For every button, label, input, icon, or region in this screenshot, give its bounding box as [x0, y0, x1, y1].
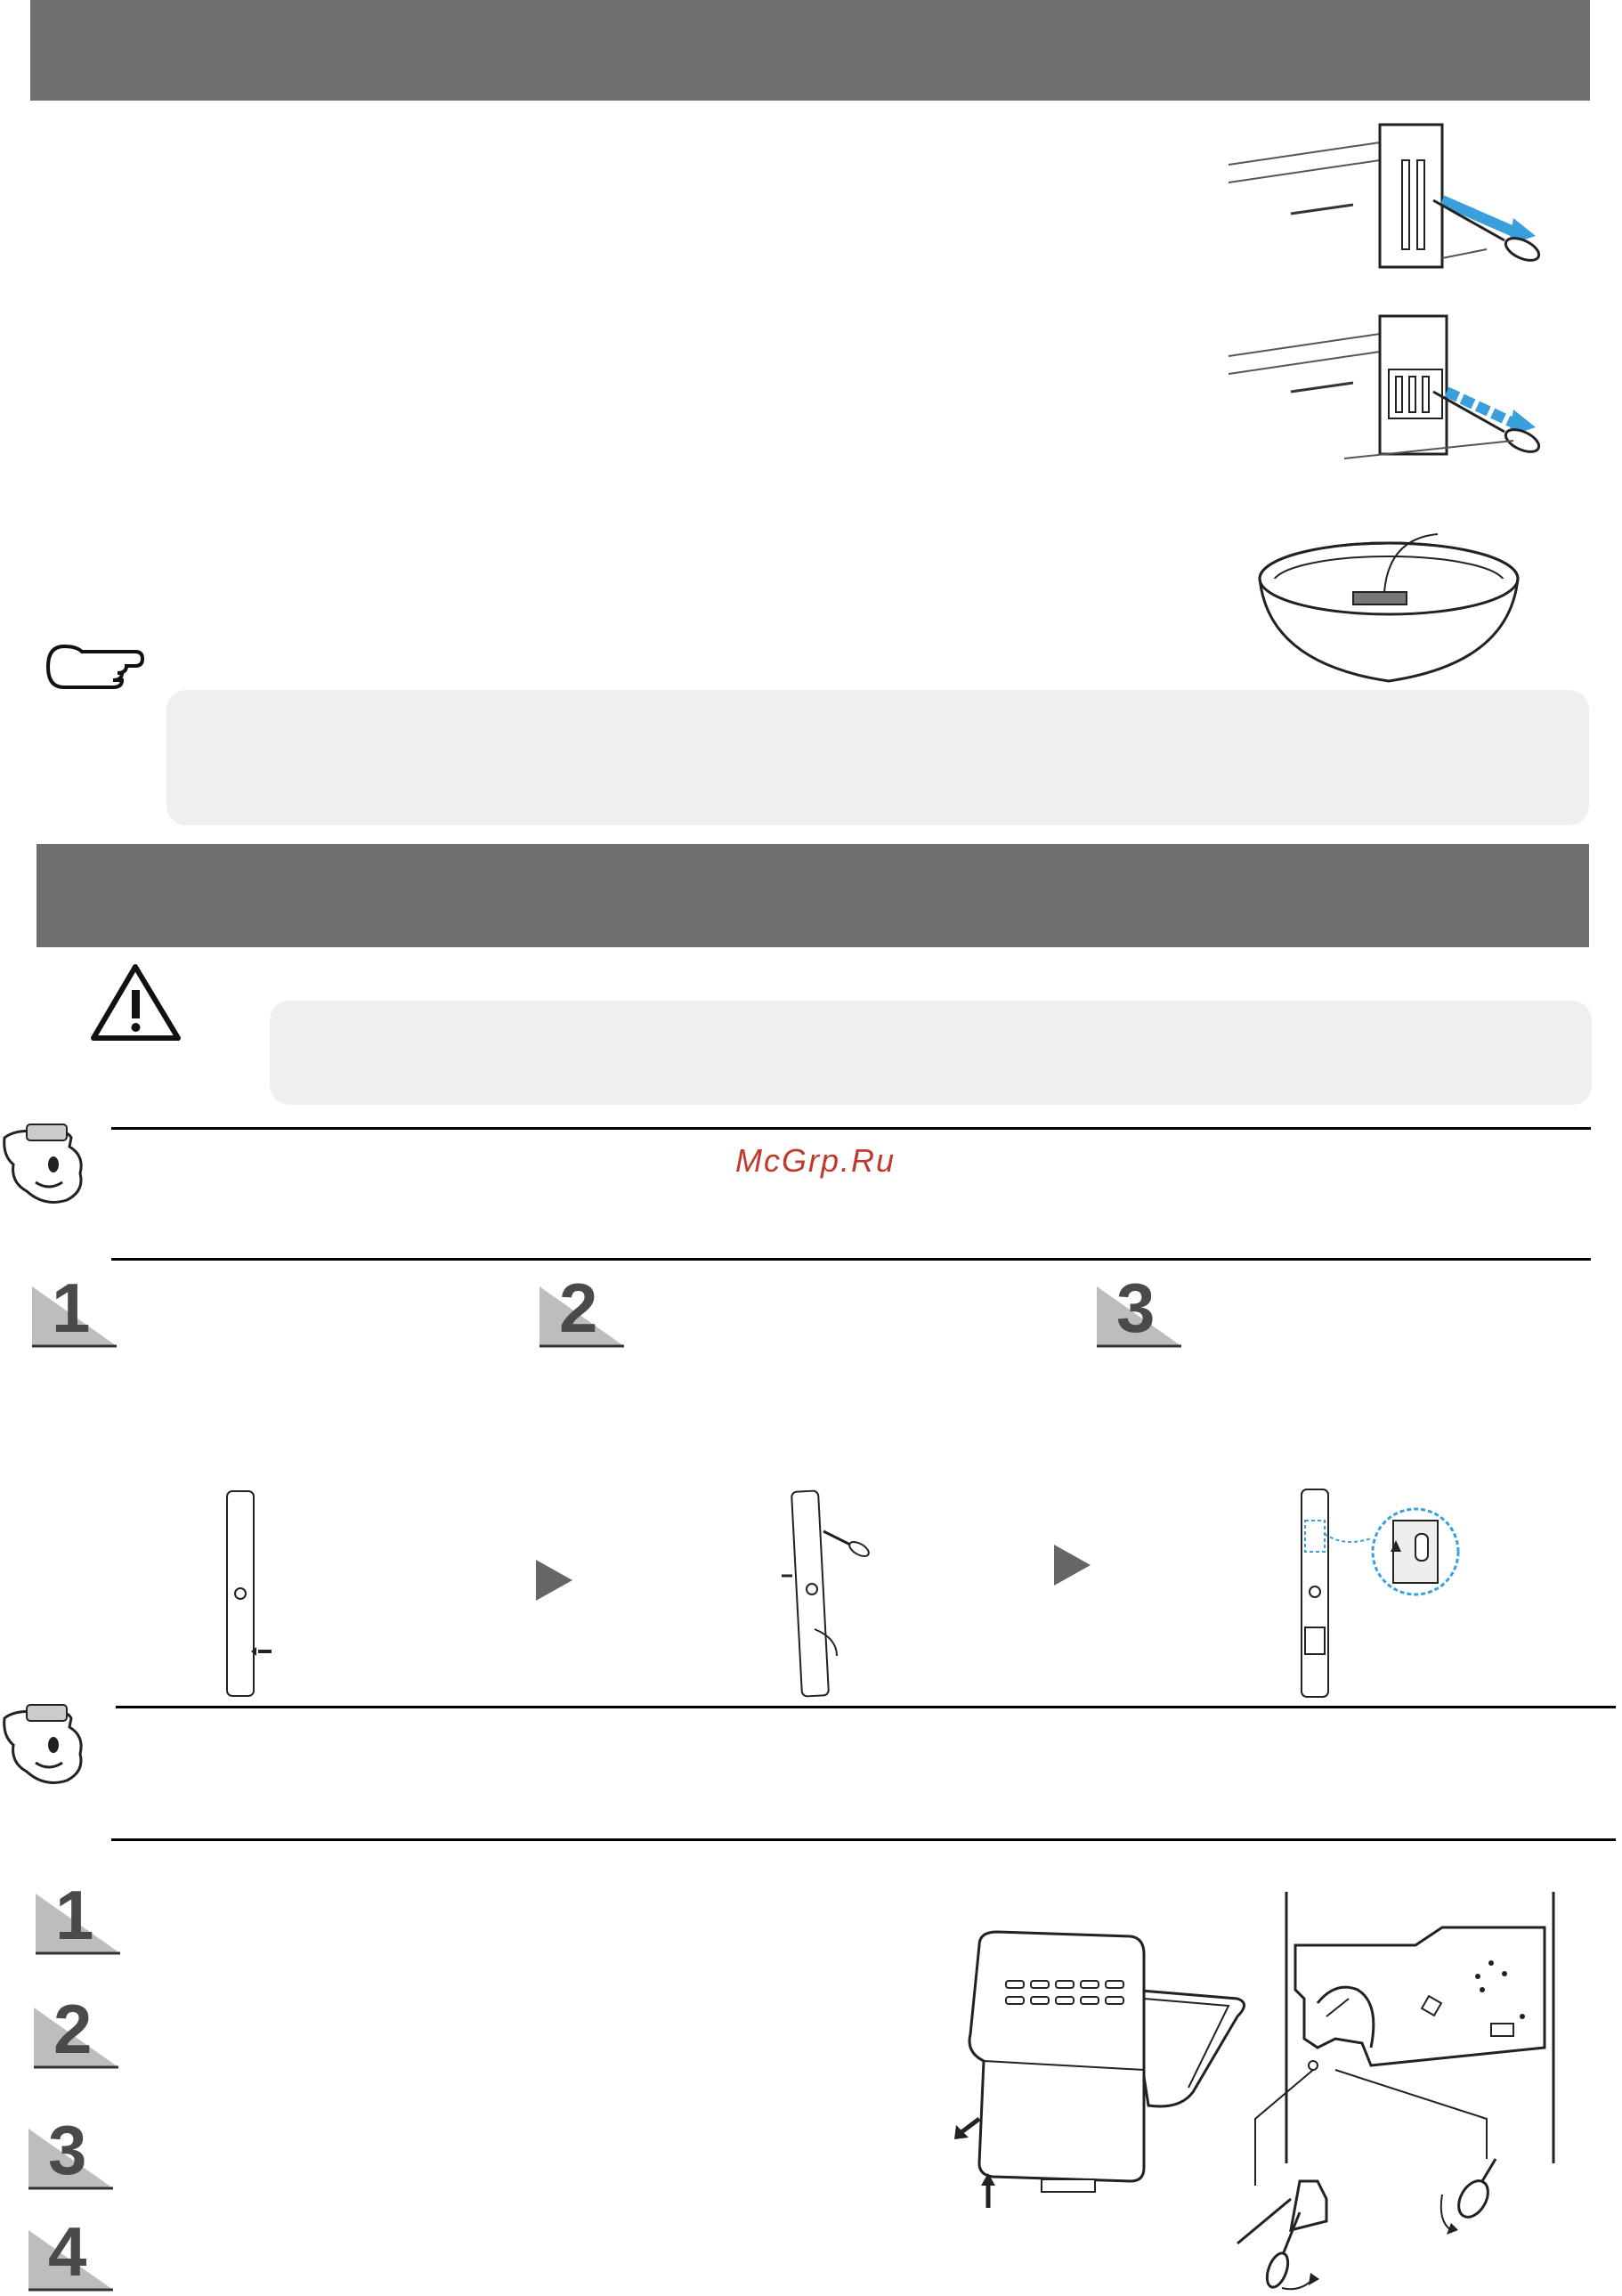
step-badge-2 — [539, 1269, 629, 1349]
note-box-1 — [166, 690, 1589, 825]
shelf-removal-illustration-2 — [1220, 307, 1558, 467]
mascot-hand-icon — [0, 1700, 89, 1789]
pointing-hand-icon — [46, 639, 144, 694]
step-badge-1 — [36, 1876, 125, 1956]
step-number: 1 — [52, 1269, 91, 1347]
step-badge-3 — [1097, 1269, 1186, 1349]
step-number: 1 — [55, 1876, 94, 1954]
step-badge-4 — [28, 2212, 118, 2292]
divider-line-4 — [111, 1838, 1616, 1841]
arrow-right-icon — [1052, 1543, 1092, 1587]
step-number: 3 — [48, 2111, 87, 2189]
lamp-cover-illustration-1 — [214, 1487, 285, 1700]
step-number: 2 — [53, 1990, 93, 2068]
shelf-removal-illustration-1 — [1220, 116, 1558, 276]
lamp-replacement-illustration — [1237, 1892, 1576, 2296]
divider-line-3 — [116, 1706, 1616, 1708]
step-number: 4 — [48, 2212, 87, 2291]
warning-triangle-icon — [89, 961, 182, 1043]
arrow-right-icon — [534, 1558, 574, 1602]
step-number: 3 — [1116, 1269, 1156, 1347]
divider-line-2 — [111, 1258, 1591, 1261]
lamp-housing-illustration — [944, 1927, 1264, 2212]
lamp-removal-illustration — [1291, 1485, 1469, 1703]
divider-line-1 — [111, 1127, 1591, 1130]
section-header-middle — [36, 844, 1589, 947]
step-badge-2 — [34, 1990, 123, 2070]
step-number: 2 — [559, 1269, 598, 1347]
lamp-cover-illustration-2 — [775, 1478, 872, 1700]
step-badge-3 — [28, 2111, 118, 2191]
mascot-hand-icon — [0, 1120, 89, 1209]
step-badge-1 — [32, 1269, 121, 1349]
watermark-text: McGrp.Ru — [735, 1142, 896, 1179]
bowl-illustration — [1251, 503, 1527, 690]
section-header-top — [30, 0, 1590, 101]
warning-note-box — [270, 1001, 1592, 1105]
